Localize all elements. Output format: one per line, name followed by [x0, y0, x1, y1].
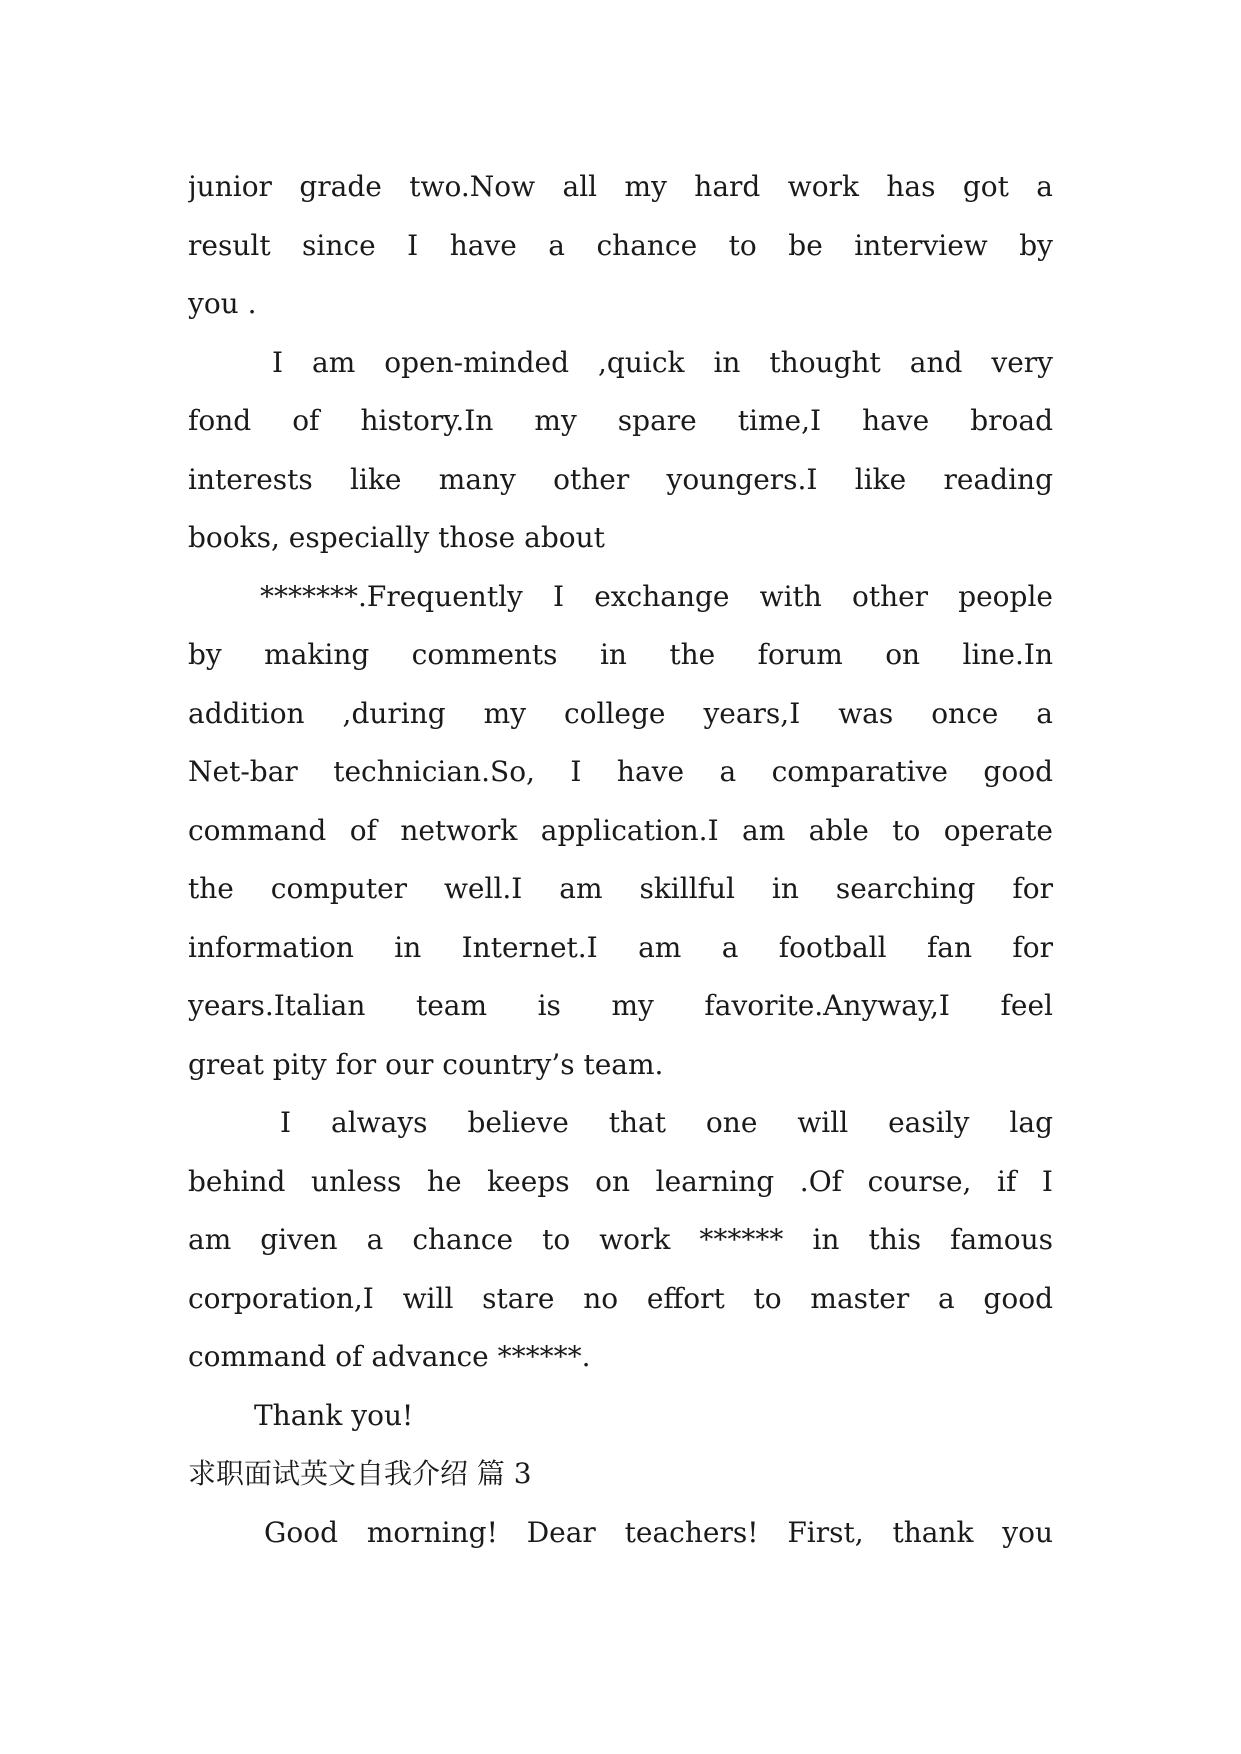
text-line: [188, 334, 1053, 393]
text-line: [188, 802, 1053, 861]
text-line-content: I am open-minded ,quick in thought and very: [272, 345, 1053, 379]
text-line-content: Net-bar technician.So, I have a comparative good: [188, 755, 1053, 788]
text-line-content: corporation,I will stare no effort to master a good: [188, 1281, 1053, 1315]
text-line-content: great pity for our country’s team.: [188, 1047, 664, 1081]
text-line-content: books, especially those about: [188, 521, 605, 554]
text-line-content: result since I have a chance to be interview by: [188, 228, 1053, 262]
text-line: [188, 568, 1053, 627]
text-line: [188, 1094, 1053, 1153]
text-line-content: command of network application.I am able to operate: [188, 813, 1053, 847]
text-line: [188, 509, 1053, 568]
section-heading-text: 求职面试英文自我介绍 篇 3: [188, 1457, 532, 1490]
text-line-content: behind unless he keeps on learning .Of course, if I: [188, 1164, 1053, 1198]
text-line-content: command of advance ******.: [188, 1340, 591, 1373]
text-line: [188, 1504, 1053, 1563]
text-line: [188, 860, 1053, 919]
text-line-content: *******.Frequently I exchange with other people: [260, 579, 1053, 613]
text-line: [188, 392, 1053, 451]
text-line-content: interests like many other youngers.I like reading: [188, 462, 1053, 496]
text-line: [188, 1211, 1053, 1270]
text-line-content: by making comments in the forum on line.In: [188, 638, 1053, 671]
text-line: [188, 685, 1053, 744]
text-line-content: junior grade two.Now all my hard work has got a: [188, 170, 1053, 203]
text-line: [188, 743, 1053, 802]
text-line-content: fond of history.In my spare time,I have broad: [188, 404, 1053, 437]
text-line: [188, 1153, 1053, 1212]
text-line-content: am given a chance to work ****** in this famous: [188, 1223, 1053, 1256]
text-line: [188, 158, 1053, 217]
text-line-content: I always believe that one will easily lag: [280, 1106, 1053, 1139]
section-heading: [188, 1445, 1053, 1504]
text-line: [188, 1387, 1053, 1446]
text-line: [188, 1328, 1053, 1387]
text-line: [188, 919, 1053, 978]
text-line-content: addition ,during my college years,I was once a: [188, 696, 1053, 730]
text-line: [188, 1270, 1053, 1329]
text-line: [188, 275, 1053, 334]
text-line: [188, 217, 1053, 276]
text-line: [188, 626, 1053, 685]
text-line-content: you .: [188, 287, 257, 320]
text-line: [188, 451, 1053, 510]
text-line-content: Thank you!: [254, 1398, 414, 1432]
text-line-content: years.Italian team is my favorite.Anyway,I feel: [188, 989, 1053, 1022]
text-line: [188, 977, 1053, 1036]
text-line-content: the computer well.I am skillful in searching for: [188, 872, 1053, 905]
document-body: [188, 158, 1053, 1562]
text-line: [188, 1036, 1053, 1095]
text-line-content: Good morning! Dear teachers! First, thank you: [264, 1515, 1053, 1549]
text-line-content: information in Internet.I am a football fan for: [188, 930, 1053, 964]
